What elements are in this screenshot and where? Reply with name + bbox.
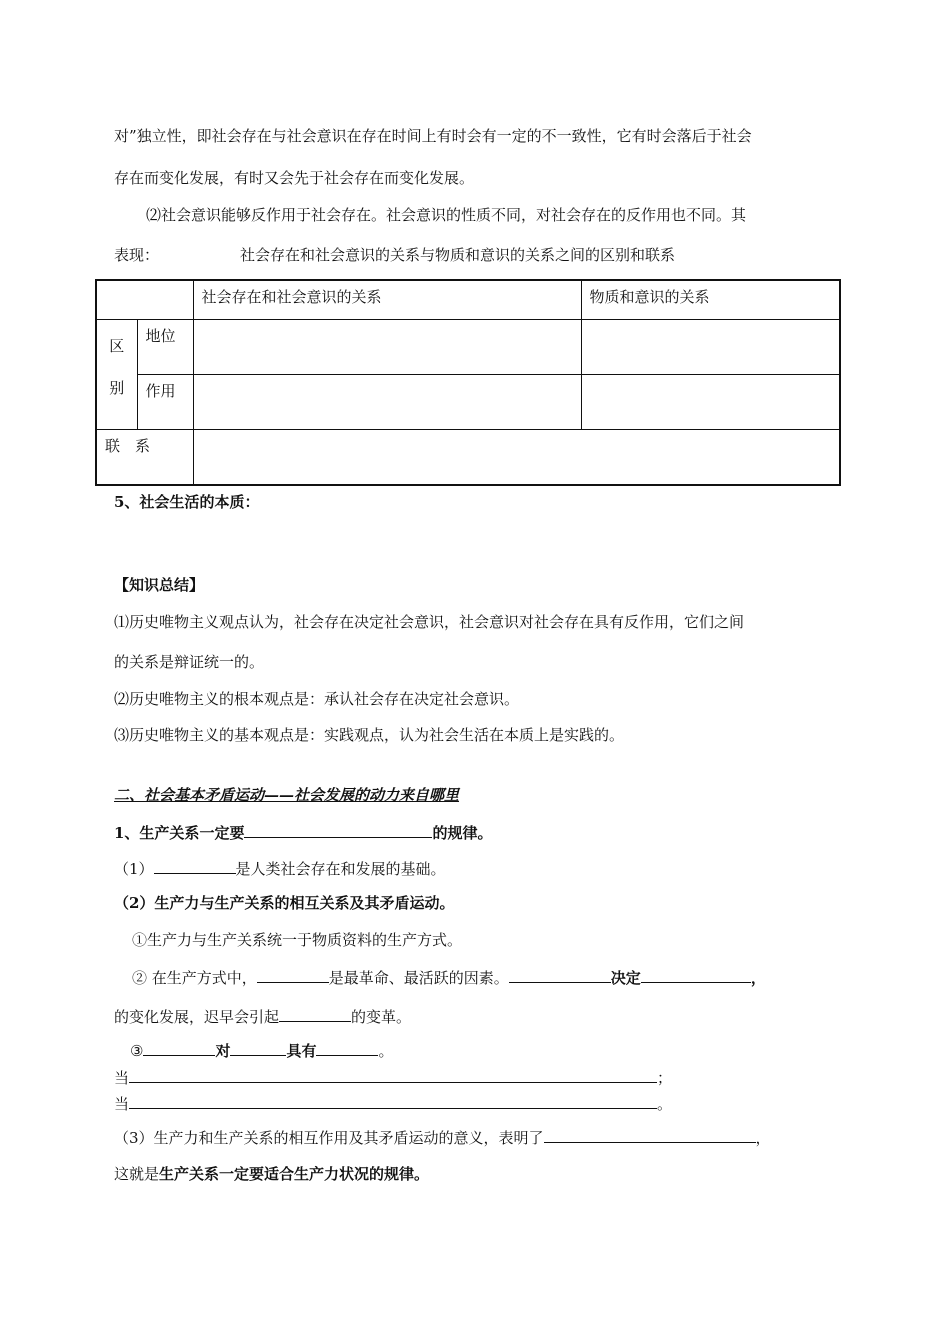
- c2-comma: ，: [750, 969, 766, 987]
- intro-line-1: [114, 126, 752, 146]
- table-cell-effect-col1[interactable]: [193, 374, 581, 429]
- summary-p1a: [114, 612, 744, 632]
- c2-cont-suffix: 的变革。: [351, 1008, 412, 1026]
- item1-blank[interactable]: [244, 821, 432, 838]
- table-group-distinction: [96, 319, 137, 429]
- part2-when-1: [114, 1066, 672, 1088]
- summary-p1b-text: 的关系是辩证统一的。: [114, 653, 265, 671]
- part2-s1: [114, 857, 446, 879]
- s3-cont-bold: 生产关系一定要适合生产力状况的规律。: [159, 1165, 430, 1183]
- part2-c2: [132, 966, 766, 988]
- table-row-effect: [96, 374, 840, 429]
- table-row-label-status: 地位: [137, 319, 193, 374]
- table-cell-status-col1[interactable]: [193, 319, 581, 374]
- c3-blank-1[interactable]: [143, 1039, 215, 1056]
- table-cell-effect-col2[interactable]: [581, 374, 840, 429]
- c3-blank-3[interactable]: [316, 1039, 378, 1056]
- when-2-blank[interactable]: [129, 1092, 657, 1109]
- s3-prefix: （3）生产力和生产关系的相互作用及其矛盾运动的意义，表明了: [114, 1129, 544, 1147]
- table-row-label-effect: 作用: [137, 374, 193, 429]
- when-2-label: 当: [114, 1095, 130, 1113]
- table-header-col2: 物质和意识的关系: [581, 280, 840, 319]
- summary-p3: [114, 725, 624, 745]
- c3-blank-2[interactable]: [230, 1039, 286, 1056]
- table-row-connection: [96, 429, 840, 485]
- table-header-col1: 社会存在和社会意识的关系: [193, 280, 581, 319]
- part2-s3: [114, 1126, 771, 1148]
- table-header-row: [96, 280, 840, 319]
- c2-mid: 是最革命、最活跃的因素。: [328, 969, 509, 987]
- table-caption-text: 社会存在和社会意识的关系与物质和意识的关系之间的区别和联系: [240, 246, 676, 264]
- table-row-label-connection: 联 系: [96, 429, 193, 485]
- table-corner-cell: [96, 280, 193, 319]
- c2-blank-1[interactable]: [257, 966, 329, 983]
- section-5-text: 5、社会生活的本质：: [114, 493, 260, 511]
- summary-p3-text: ⑶历史唯物主义的基本观点是：实践观点，认为社会生活在本质上是实践的。: [114, 726, 625, 744]
- group-char-1: 区: [109, 337, 125, 355]
- intro-line-2: [114, 168, 474, 188]
- c2-blank-2[interactable]: [509, 966, 611, 983]
- c3-marker: ③: [130, 1042, 144, 1060]
- summary-p2: [114, 689, 519, 709]
- s2-text: （2）生产力与生产关系的相互关系及其矛盾运动。: [114, 894, 455, 912]
- part2-c2-cont: [114, 1005, 411, 1027]
- c2-decides: 决定: [610, 969, 641, 987]
- s3-comma: ，: [755, 1129, 771, 1147]
- when-2-end: 。: [657, 1095, 673, 1113]
- part2-c3: [130, 1039, 394, 1061]
- part2-item1: [114, 821, 492, 843]
- table-row-status: [96, 319, 840, 374]
- table-caption: [240, 245, 675, 265]
- summary-p1a-text: ⑴历史唯物主义观点认为，社会存在决定社会意识，社会意识对社会存在具有反作用，它们之间: [114, 613, 745, 631]
- section-5-heading: [114, 492, 259, 512]
- c2-blank-3[interactable]: [641, 966, 751, 983]
- group-char-2: 别: [109, 379, 125, 397]
- intro-line-4-prefix: 表现：: [114, 246, 160, 264]
- part2-title: [114, 785, 459, 805]
- c3-period: 。: [378, 1042, 394, 1060]
- c3-to: 对: [215, 1042, 231, 1060]
- when-1-blank[interactable]: [129, 1066, 657, 1083]
- c2-blank-4[interactable]: [279, 1005, 351, 1022]
- part2-s2: [114, 893, 454, 913]
- item1-prefix: 1、生产关系一定要: [114, 824, 245, 842]
- intro-line-2-text: 存在而变化发展，有时又会先于社会存在而变化发展。: [114, 169, 475, 187]
- part2-title-text: 二、社会基本矛盾运动——社会发展的动力来自哪里: [114, 786, 460, 804]
- c2-prefix: ② 在生产方式中，: [132, 969, 257, 987]
- part2-when-2: [114, 1092, 672, 1114]
- item1-suffix: 的规律。: [432, 824, 493, 842]
- summary-p2-text: ⑵历史唯物主义的根本观点是：承认社会存在决定社会意识。: [114, 690, 520, 708]
- comparison-table: [95, 279, 841, 486]
- intro-line-3: [146, 205, 746, 225]
- table-cell-connection[interactable]: [193, 429, 840, 485]
- intro-line-1-text: 对”独立性，即社会存在与社会意识在存在时间上有时会有一定的不一致性，它有时会落后于社会: [114, 127, 752, 145]
- part2-c1: [132, 930, 462, 950]
- c2-cont-prefix: 的变化发展，迟早会引起: [114, 1008, 280, 1026]
- summary-p1b: [114, 652, 264, 672]
- summary-heading: [114, 575, 204, 595]
- c3-has: 具有: [286, 1042, 317, 1060]
- s1-suffix: 是人类社会存在和发展的基础。: [235, 860, 446, 878]
- when-1-end: ；: [657, 1069, 673, 1087]
- s3-cont-plain: 这就是: [114, 1165, 160, 1183]
- table-cell-status-col2[interactable]: [581, 319, 840, 374]
- summary-heading-text: 【知识总结】: [114, 576, 205, 594]
- s1-blank[interactable]: [154, 857, 236, 874]
- c1-text: ①生产力与生产关系统一于物质资料的生产方式。: [132, 931, 463, 949]
- part2-s3-cont: [114, 1164, 429, 1184]
- intro-line-3-text: ⑵社会意识能够反作用于社会存在。社会意识的性质不同，对社会存在的反作用也不同。其: [146, 206, 747, 224]
- s1-prefix: （1）: [114, 860, 154, 878]
- intro-line-4: [114, 245, 159, 265]
- when-1-label: 当: [114, 1069, 130, 1087]
- s3-blank[interactable]: [544, 1126, 756, 1143]
